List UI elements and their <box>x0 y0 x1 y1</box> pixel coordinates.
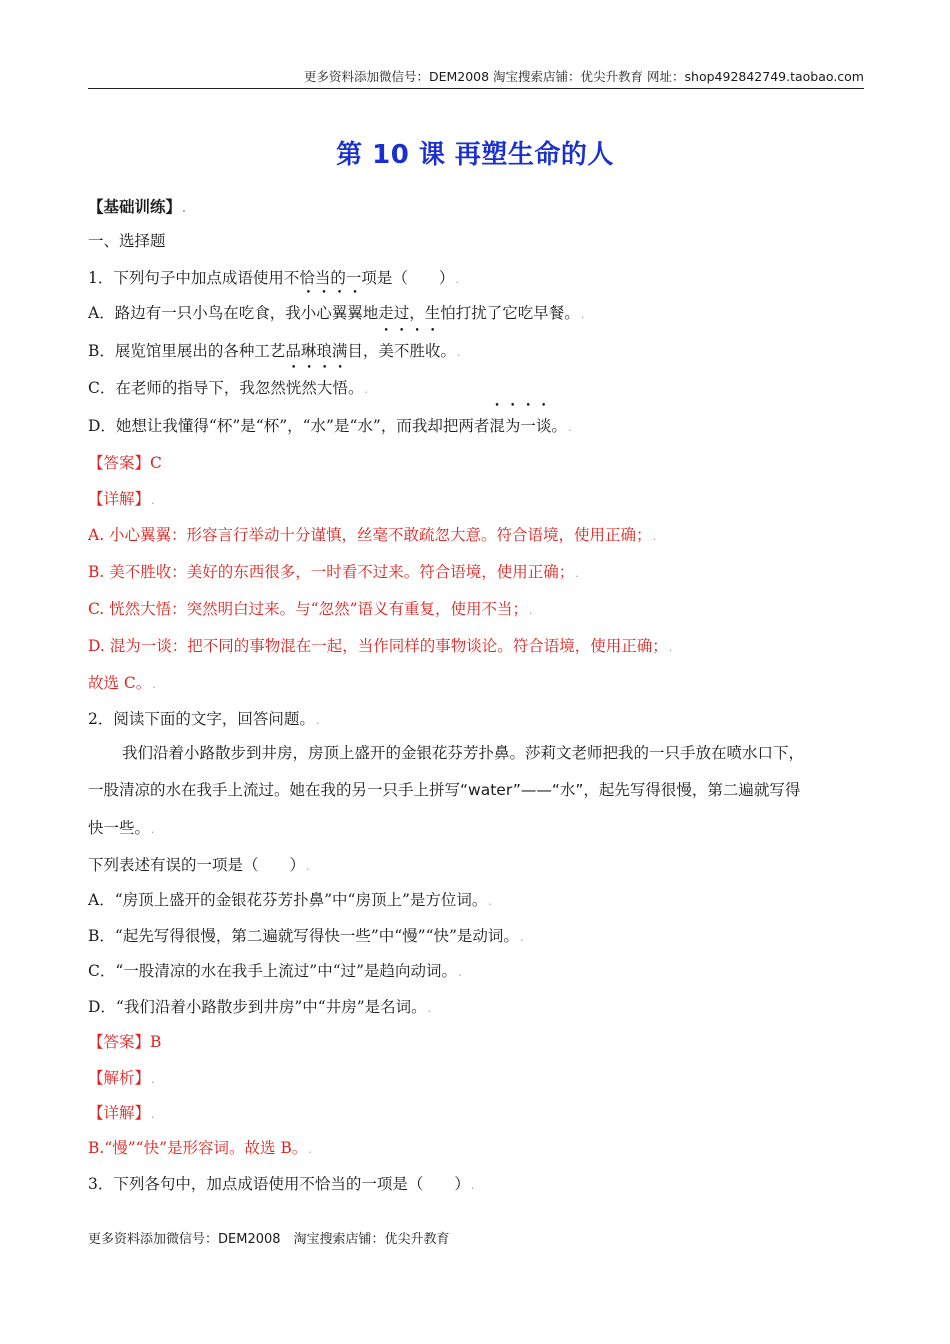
q2-option-b: B．“起先写得很慢，第二遍就写得快一些”中“慢”“快”是动词。. <box>88 927 524 945</box>
q1-b-idiom: 美不胜收 <box>378 342 441 360</box>
q1-option-d: D．她想让我懂得“杯”是“杯”，“水”是“水”，而我却把两者混为一谈。. <box>88 417 572 435</box>
q1-a-idiom: 小心翼翼 <box>300 304 363 322</box>
q1-explanation-d: D. 混为一谈：把不同的事物混在一起，当作同样的事物谈论。符合语境，使用正确；. <box>88 637 673 655</box>
part-heading: 一、选择题 <box>88 232 166 250</box>
q1-option-b: B．展览馆里展出的各种工艺品琳琅满目，美不胜收。. <box>88 342 461 360</box>
q1-explanation-a: A. 小心翼翼：形容言行举动十分谨慎，丝毫不敢疏忽大意。符合语境，使用正确；. <box>88 526 657 544</box>
page-title: 第 10 课 再塑生命的人 <box>336 140 614 170</box>
q1-detail-label: 【详解】. <box>88 490 155 508</box>
q2-question: 下列表述有误的一项是（ ）. <box>88 856 310 874</box>
q2-option-c: C．“一股清凉的水在我手上流过”中“过”是趋向动词。. <box>88 962 462 980</box>
q1-explanation-b: B. 美不胜收：美好的东西很多，一时看不过来。符合语境，使用正确；. <box>88 563 579 581</box>
q1-d-idiom: 混为一谈 <box>489 417 552 435</box>
q1-stem: 1．下列句子中加点成语使用不恰当的一项是（ ）. <box>88 269 459 287</box>
page-header <box>88 68 864 89</box>
q2-detail-label: 【详解】. <box>88 1104 155 1122</box>
q2-passage-line-3: 快一些。. <box>88 819 155 837</box>
q1-option-c: C．在老师的指导下，我忽然恍然大悟。. <box>88 379 368 397</box>
q2-option-a: A．“房顶上盛开的金银花芬芳扑鼻”中“房顶上”是方位词。. <box>88 891 492 909</box>
q1-answer: 【答案】C <box>88 454 162 472</box>
q1-option-a: A．路边有一只小鸟在吃食，我小心翼翼地走过，生怕打扰了它吃早餐。. <box>88 304 585 322</box>
header-text: 更多资料添加微信号：DEM2008 淘宝搜索店铺：优尖升教育 网址：shop492842749.taobao.com <box>303 69 864 84</box>
q3-stem: 3．下列各句中，加点成语使用不恰当的一项是（ ）. <box>88 1175 475 1193</box>
q2-explanation: B.“慢”“快”是形容词。故选 B。. <box>88 1139 312 1157</box>
section-heading: 【基础训练】. <box>88 197 186 216</box>
q2-analysis-label: 【解析】. <box>88 1069 155 1087</box>
q2-option-d: D．“我们沿着小路散步到井房”中“井房”是名词。. <box>88 998 432 1016</box>
q2-passage-line-2: 一股清凉的水在我手上流过。她在我的另一只手上拼写“water”——“水”，起先写得很慢，第二遍就写得 <box>88 781 801 799</box>
q1-conclusion: 故选 C。. <box>88 674 156 692</box>
page-footer: 更多资料添加微信号：DEM2008 淘宝搜索店铺：优尖升教育 <box>88 1232 450 1247</box>
q2-answer: 【答案】B <box>88 1033 162 1051</box>
q1-explanation-c: C. 恍然大悟：突然明白过来。与“忽然”语义有重复，使用不当；. <box>88 600 533 618</box>
q2-stem: 2．阅读下面的文字，回答问题。. <box>88 710 320 728</box>
q2-passage-line-1: 我们沿着小路散步到井房，房顶上盛开的金银花芬芳扑鼻。莎莉文老师把我的一只手放在喷水口下， <box>122 744 805 762</box>
q1-c-idiom: 恍然大悟 <box>285 379 348 397</box>
